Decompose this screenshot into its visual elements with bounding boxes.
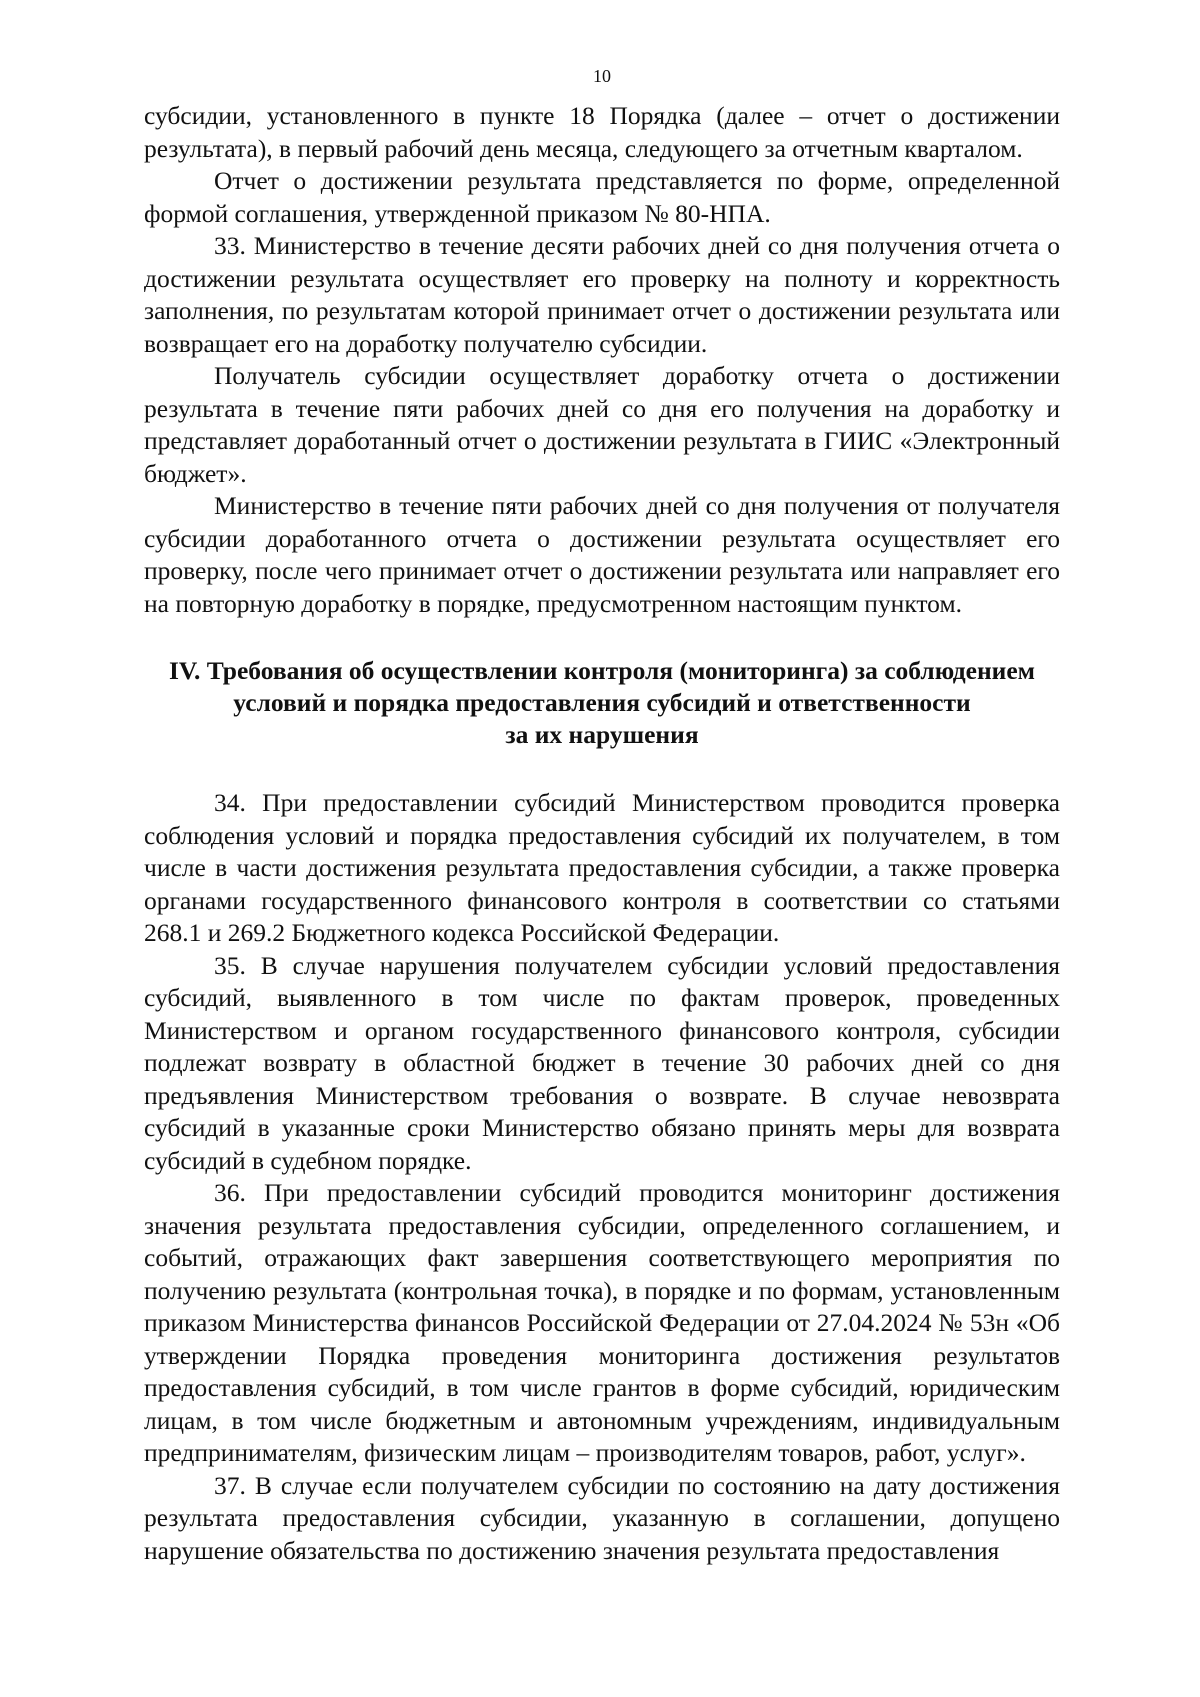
paragraph-33-rework: Получатель субсидии осуществляет доработку отчета о достижении результата в течение пяти рабочих дней со дня его получения на доработку и представляет доработанный отчет о достижении результата в ГИИС «Электронный бюджет». xyxy=(144,361,1060,488)
page-number: 10 xyxy=(593,66,611,86)
section-heading-line: IV. Требования об осуществлении контроля (мониторинга) за соблюдением xyxy=(168,656,1036,685)
paragraph-33: 33. Министерство в течение десяти рабочих дней со дня получения отчета о достижении результата осуществляет его проверку на полноту и корректность заполнения, по результатам которой принимает отчет о достижении результата или возвращает его на доработку получателю субсидии. xyxy=(144,231,1060,358)
paragraph-36: 36. При предоставлении субсидий проводится мониторинг достижения значения результата предоставления субсидии, определенного соглашением, и событий, отражающих факт завершения соответствующего мероприятия по получению результата (контрольная точка), в порядке и по формам, установленным приказом Министерства финансов Российской Федерации от 27.04.2024 № 53н «Об утверждении Порядка проведения мониторинга достижения результатов предоставления субсидий, в том числе грантов в форме субсидий, юридическим лицам, в том числе бюджетным и автономным учреждениям, индивидуальным предпринимателям, физическим лицам – производителям товаров, работ, услуг». xyxy=(144,1178,1060,1467)
section-heading-line: условий и порядка предоставления субсидий и ответственности xyxy=(233,688,971,717)
paragraph-continuation: субсидии, установленного в пункте 18 Порядка (далее – отчет о достижении результата), в первый рабочий день месяца, следующего за отчетным кварталом. xyxy=(144,101,1060,163)
paragraphs-after-section xyxy=(144,787,1060,1567)
paragraph-33-recheck: Министерство в течение пяти рабочих дней со дня получения от получателя субсидии доработанного отчета о достижении результата осуществляет его проверку, после чего принимает отчет о достижении результата или направляет его на повторную доработку в порядке, предусмотренном настоящим пунктом. xyxy=(144,491,1060,618)
paragraph-35: 35. В случае нарушения получателем субсидии условий предоставления субсидий, выявленного в том числе по фактам проверок, проведенных Министерством и органом государственного финансового контроля, субсидии подлежат возврату в областной бюджет в течение 30 рабочих дней со дня предъявления Министерством требования о возврате. В случае невозврата субсидий в указанные сроки Министерство обязано принять меры для возврата субсидий в судебном порядке. xyxy=(144,950,1060,1175)
paragraph-report-form: Отчет о достижении результата представляется по форме, определенной формой соглашения, утвержденной приказом № 80-НПА. xyxy=(144,166,1060,228)
document-page xyxy=(144,64,1060,1567)
paragraph-34: 34. При предоставлении субсидий Министерством проводится проверка соблюдения условий и порядка предоставления субсидий их получателем, в том числе в части достижения результата предоставления субсидии, а также проверка органами государственного финансового контроля в соответствии со статьями 268.1 и 269.2 Бюджетного кодекса Российской Федерации. xyxy=(144,788,1060,947)
paragraph-37: 37. В случае если получателем субсидии по состоянию на дату достижения результата предоставления субсидии, указанную в соглашении, допущено нарушение обязательства по достижению значения результата предоставления xyxy=(144,1470,1060,1565)
section-heading xyxy=(144,655,1060,751)
section-heading-line: за их нарушения xyxy=(505,720,699,749)
paragraphs-before-section xyxy=(144,100,1060,620)
